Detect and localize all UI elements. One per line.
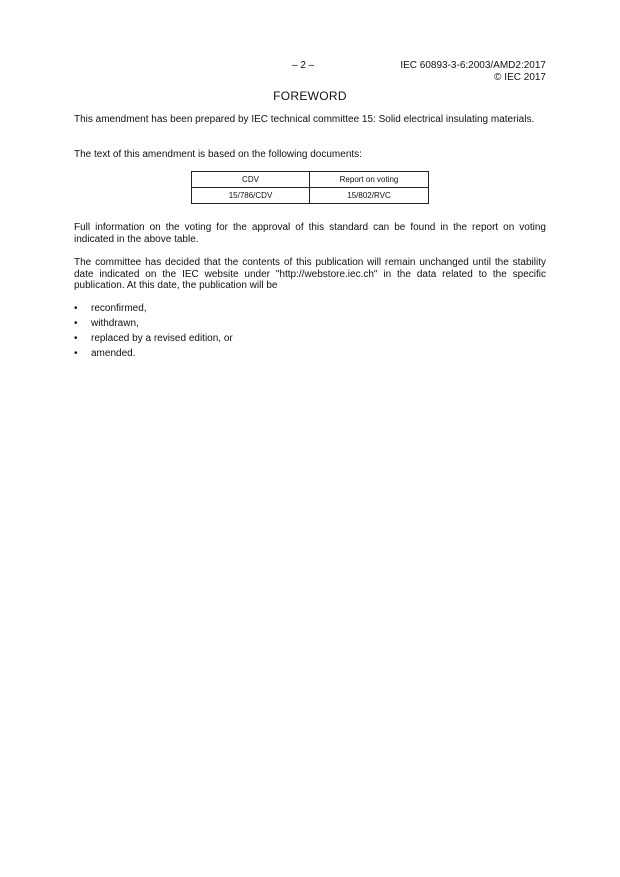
paragraph-prepared-by: This amendment has been prepared by IEC technical committee 15: Solid electrical insulating materials.: [74, 114, 535, 125]
bullet-marker: •: [74, 333, 78, 344]
table-row: [192, 188, 429, 204]
list-item: [74, 348, 233, 363]
paragraph-voting-info: Full information on the voting for the approval of this standard can be found in the report on voting indicated in the above table.: [74, 222, 546, 245]
list-item-text: withdrawn,: [91, 318, 139, 329]
bullet-marker: •: [74, 303, 78, 314]
list-item-text: replaced by a revised edition, or: [91, 333, 233, 344]
copyright-notice: © IEC 2017: [494, 72, 546, 83]
list-item: [74, 333, 233, 348]
paragraph-based-on: The text of this amendment is based on the following documents:: [74, 149, 362, 160]
table-cell-rvc: 15/802/RVC: [310, 188, 429, 204]
bullet-marker: •: [74, 318, 78, 329]
list-item: [74, 318, 233, 333]
bullet-list: [74, 303, 233, 363]
list-item: [74, 303, 233, 318]
bullet-marker: •: [74, 348, 78, 359]
list-item-text: amended.: [91, 348, 136, 359]
list-item-text: reconfirmed,: [91, 303, 147, 314]
document-reference: [400, 60, 546, 84]
document-id: IEC 60893-3-6:2003/AMD2:2017: [400, 60, 546, 71]
table-header-row: [192, 172, 429, 188]
table-header-cdv: CDV: [192, 172, 310, 188]
table-cell-cdv: 15/786/CDV: [192, 188, 310, 204]
section-title: FOREWORD: [273, 89, 347, 103]
documents-table: [191, 171, 429, 204]
page-number: – 2 –: [292, 60, 315, 71]
table-header-report-on-voting: Report on voting: [310, 172, 429, 188]
paragraph-stability: The committee has decided that the contents of this publication will remain unchanged until the stability date indicated on the IEC website under "http://webstore.iec.ch" in the data related to the specific publication. At this date, the publication will be: [74, 257, 546, 291]
